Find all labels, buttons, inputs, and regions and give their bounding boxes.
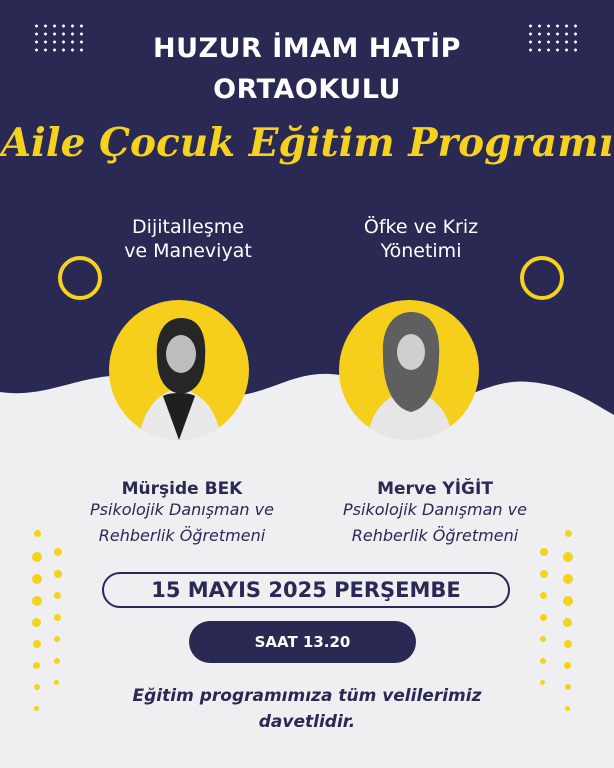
yellow-dot [33, 640, 41, 648]
yellow-dot [34, 684, 40, 690]
speaker-1-topic-line1: Dijitalleşme [132, 216, 244, 238]
yellow-dot [563, 618, 572, 627]
yellow-dot [54, 592, 61, 599]
yellow-dot [540, 614, 547, 621]
invitation-text [107, 683, 507, 735]
yellow-dot [540, 570, 548, 578]
school-name-line2: ORTAOKULU [213, 74, 401, 105]
yellow-dot [540, 680, 545, 685]
ring-decoration-right [520, 256, 564, 300]
yellow-dot [34, 706, 39, 711]
speaker-1-role [52, 497, 312, 549]
event-date-badge: 15 MAYIS 2025 PERŞEMBE [102, 572, 510, 608]
yellow-dot [563, 552, 573, 562]
yellow-dot [54, 570, 62, 578]
school-name-line1: HUZUR İMAM HATİP [153, 33, 461, 64]
speaker-1-photo [109, 300, 249, 440]
speaker-2-topic-line1: Öfke ve Kriz [363, 216, 479, 238]
yellow-dot [563, 574, 573, 584]
program-title: Aile Çocuk Eğitim Programı [0, 120, 614, 166]
yellow-dot [540, 658, 546, 664]
speaker-2-portrait-icon [339, 300, 479, 440]
yellow-dot [32, 596, 42, 606]
dot-column-decoration-left-inner [54, 548, 62, 685]
speaker-2-photo [339, 300, 479, 440]
yellow-dot [565, 684, 571, 690]
speaker-2-role-line1: Psikolojik Danışman ve [343, 500, 527, 519]
yellow-dot [54, 658, 60, 664]
yellow-dot [565, 706, 570, 711]
yellow-dot [540, 548, 548, 556]
yellow-dot [563, 596, 573, 606]
speaker-1-topic-line2: ve Maneviyat [124, 240, 252, 262]
yellow-dot [34, 530, 41, 537]
speaker-2-role-line2: Rehberlik Öğretmeni [351, 526, 519, 545]
yellow-dot [564, 662, 571, 669]
ring-decoration-left [58, 256, 102, 300]
yellow-dot [54, 548, 62, 556]
yellow-dot [564, 640, 572, 648]
speaker-2-name: Merve YİĞİT [377, 479, 493, 499]
yellow-dot [565, 530, 572, 537]
speaker-2-role [305, 497, 565, 549]
speaker-1-role-line1: Psikolojik Danışman ve [90, 500, 274, 519]
yellow-dot [540, 592, 547, 599]
speaker-1-topic [88, 215, 288, 263]
dot-column-decoration-right-outer [561, 530, 573, 711]
yellow-dot [32, 618, 41, 627]
yellow-dot [54, 614, 61, 621]
speaker-2-topic-line2: Yönetimi [380, 240, 462, 262]
speaker-1-portrait-icon [109, 300, 249, 440]
speaker-1-name: Mürşide BEK [121, 479, 243, 499]
speaker-2-topic [321, 215, 521, 263]
invitation-line1: Eğitim programımıza tüm velilerimiz [132, 686, 482, 706]
yellow-dot [54, 680, 59, 685]
yellow-dot [32, 574, 42, 584]
yellow-dot [54, 636, 60, 642]
yellow-dot [33, 662, 40, 669]
dot-column-decoration-right-inner [540, 548, 548, 685]
event-time-badge: SAAT 13.20 [189, 621, 416, 663]
dot-column-decoration-left-outer [30, 530, 42, 711]
invitation-line2: davetlidir. [258, 712, 356, 732]
yellow-dot [32, 552, 42, 562]
speaker-1-role-line2: Rehberlik Öğretmeni [98, 526, 266, 545]
yellow-dot [540, 636, 546, 642]
